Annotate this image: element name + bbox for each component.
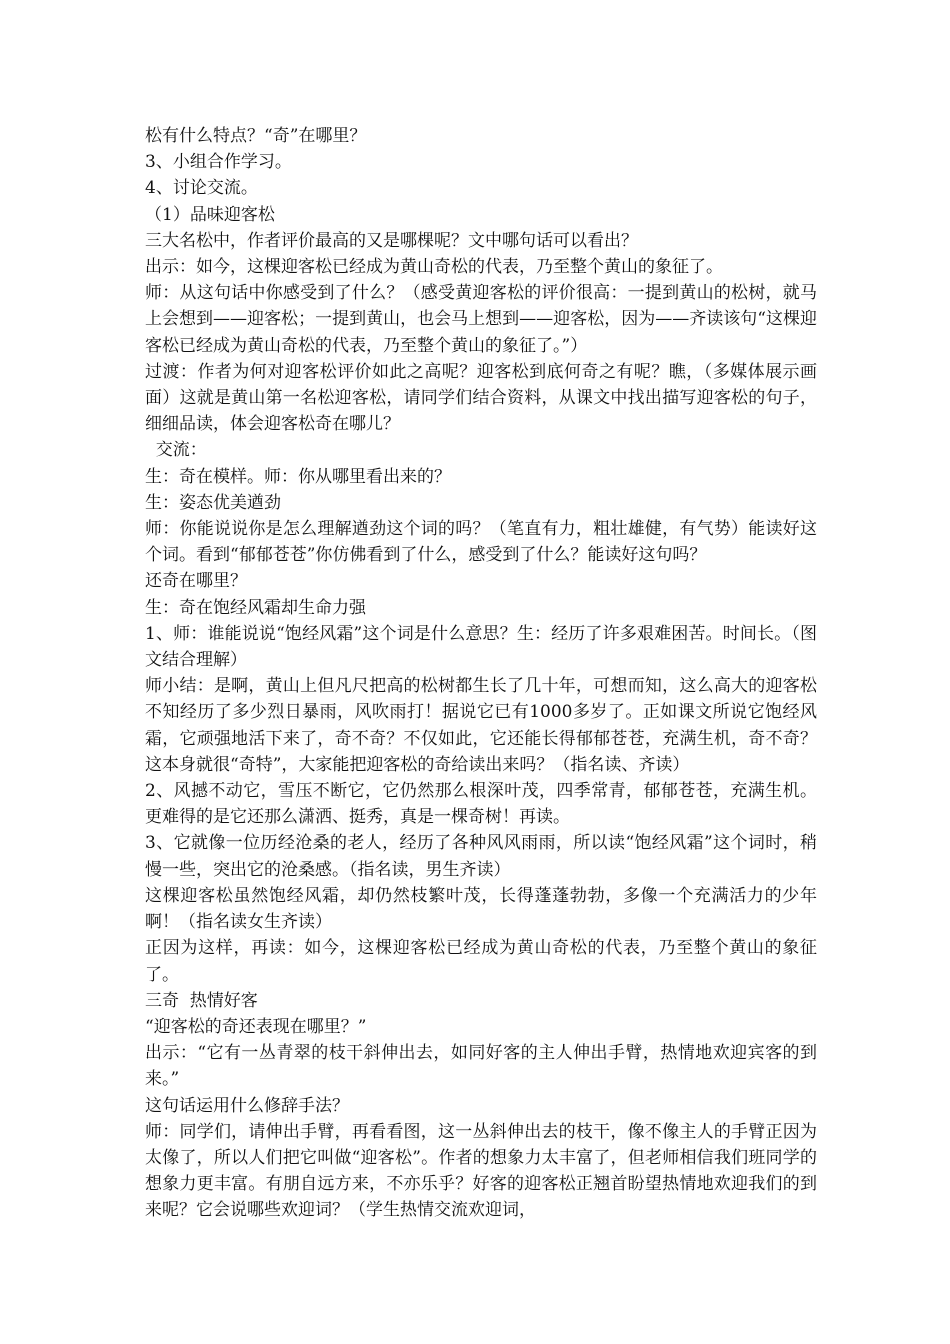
paragraph: 生：奇在模样。师：你从哪里看出来的？ [145, 466, 451, 487]
paragraph: 三大名松中，作者评价最高的又是哪棵呢？文中哪句话可以看出？ [145, 230, 638, 251]
paragraph: 过渡：作者为何对迎客松评价如此之高呢？迎客松到底何奇之有呢？瞧，（多媒体展示画面）这就是黄山第一名松迎客松，请同学们结合资料，从课文中找出描写迎客松的句子，细细品读，体会迎客松奇在哪儿？ [145, 361, 817, 435]
paragraph: 这句话运用什么修辞手法？ [145, 1095, 349, 1116]
paragraph: 4、讨论交流。 [145, 178, 258, 199]
paragraph: 1、师：谁能说说“饱经风霜”这个词是什么意思？生：经历了许多艰难困苦。时间长。（图文结合理解） [145, 623, 817, 671]
paragraph: 师小结：是啊，黄山上但凡尺把高的松树都生长了几十年，可想而知，这么高大的迎客松不知经历了多少烈日暴雨，风吹雨打！据说它已有1000多岁了。正如课文所说它饱经风霜，它顽强地活下来了，奇不奇？不仅如此，它还能长得郁郁苍苍，充满生机，奇不奇？这本身就很“奇特”，大家能把迎客松的奇给读出来吗？（指名读、齐读） [145, 676, 817, 775]
paragraph: 正因为这样，再读：如今，这棵迎客松已经成为黄山奇松的代表，乃至整个黄山的象征了。 [145, 938, 817, 985]
paragraph: 这棵迎客松虽然饱经风霜，却仍然枝繁叶茂，长得蓬蓬勃勃，多像一个充满活力的少年啊！（指名读女生齐读） [145, 885, 817, 933]
document-body [145, 123, 817, 1224]
paragraph: “迎客松的奇还表现在哪里？” [145, 1016, 367, 1037]
section-heading: 三奇 热情好客 [145, 990, 258, 1011]
paragraph: 松有什么特点？“奇”在哪里？ [145, 126, 367, 146]
paragraph: 师：从这句话中你感受到了什么？（感受黄迎客松的评价很高：一提到黄山的松树，就马上会想到——迎客松；一提到黄山，也会马上想到——迎客松，因为——齐读该句“这棵迎客松已经成为黄山奇松的代表，乃至整个黄山的象征了。”） [145, 283, 817, 356]
paragraph: 师：你能说说你是怎么理解遒劲这个词的吗？（笔直有力，粗壮雄健，有气势）能读好这个词。看到“郁郁苍苍”你仿佛看到了什么，感受到了什么？能读好这句吗？ [145, 519, 817, 566]
paragraph: 出示：“它有一丛青翠的枝干斜伸出去，如同好客的主人伸出手臂，热情地欢迎宾客的到来。” [145, 1043, 817, 1090]
paragraph: （1）品味迎客松 [145, 204, 275, 225]
paragraph: 3、它就像一位历经沧桑的老人，经历了各种风风雨雨，所以读“饱经风霜”这个词时，稍慢一些，突出它的沧桑感。（指名读，男生齐读） [145, 833, 817, 880]
paragraph: 3、小组合作学习。 [145, 152, 292, 173]
paragraph: 出示：如今，这棵迎客松已经成为黄山奇松的代表，乃至整个黄山的象征了。 [145, 257, 723, 278]
paragraph: 生：奇在饱经风霜却生命力强 [145, 597, 366, 618]
paragraph: 还奇在哪里？ [145, 571, 247, 592]
paragraph: 生：姿态优美遒劲 [145, 492, 281, 513]
paragraph: 交流： [145, 440, 207, 461]
paragraph: 师：同学们，请伸出手臂，再看看图，这一丛斜伸出去的枝干，像不像主人的手臂正因为太像了，所以人们把它叫做“迎客松”。作者的想象力太丰富了，但老师相信我们班同学的想象力更丰富。有朋自远方来，不亦乐乎？好客的迎客松正翘首盼望热情地欢迎我们的到来呢？它会说哪些欢迎词？（学生热情交流欢迎词， [145, 1121, 817, 1221]
paragraph: 2、风撼不动它，雪压不断它，它仍然那么根深叶茂，四季常青，郁郁苍苍，充满生机。更难得的是它还那么潇洒、挺秀，真是一棵奇树！再读。 [145, 781, 817, 828]
